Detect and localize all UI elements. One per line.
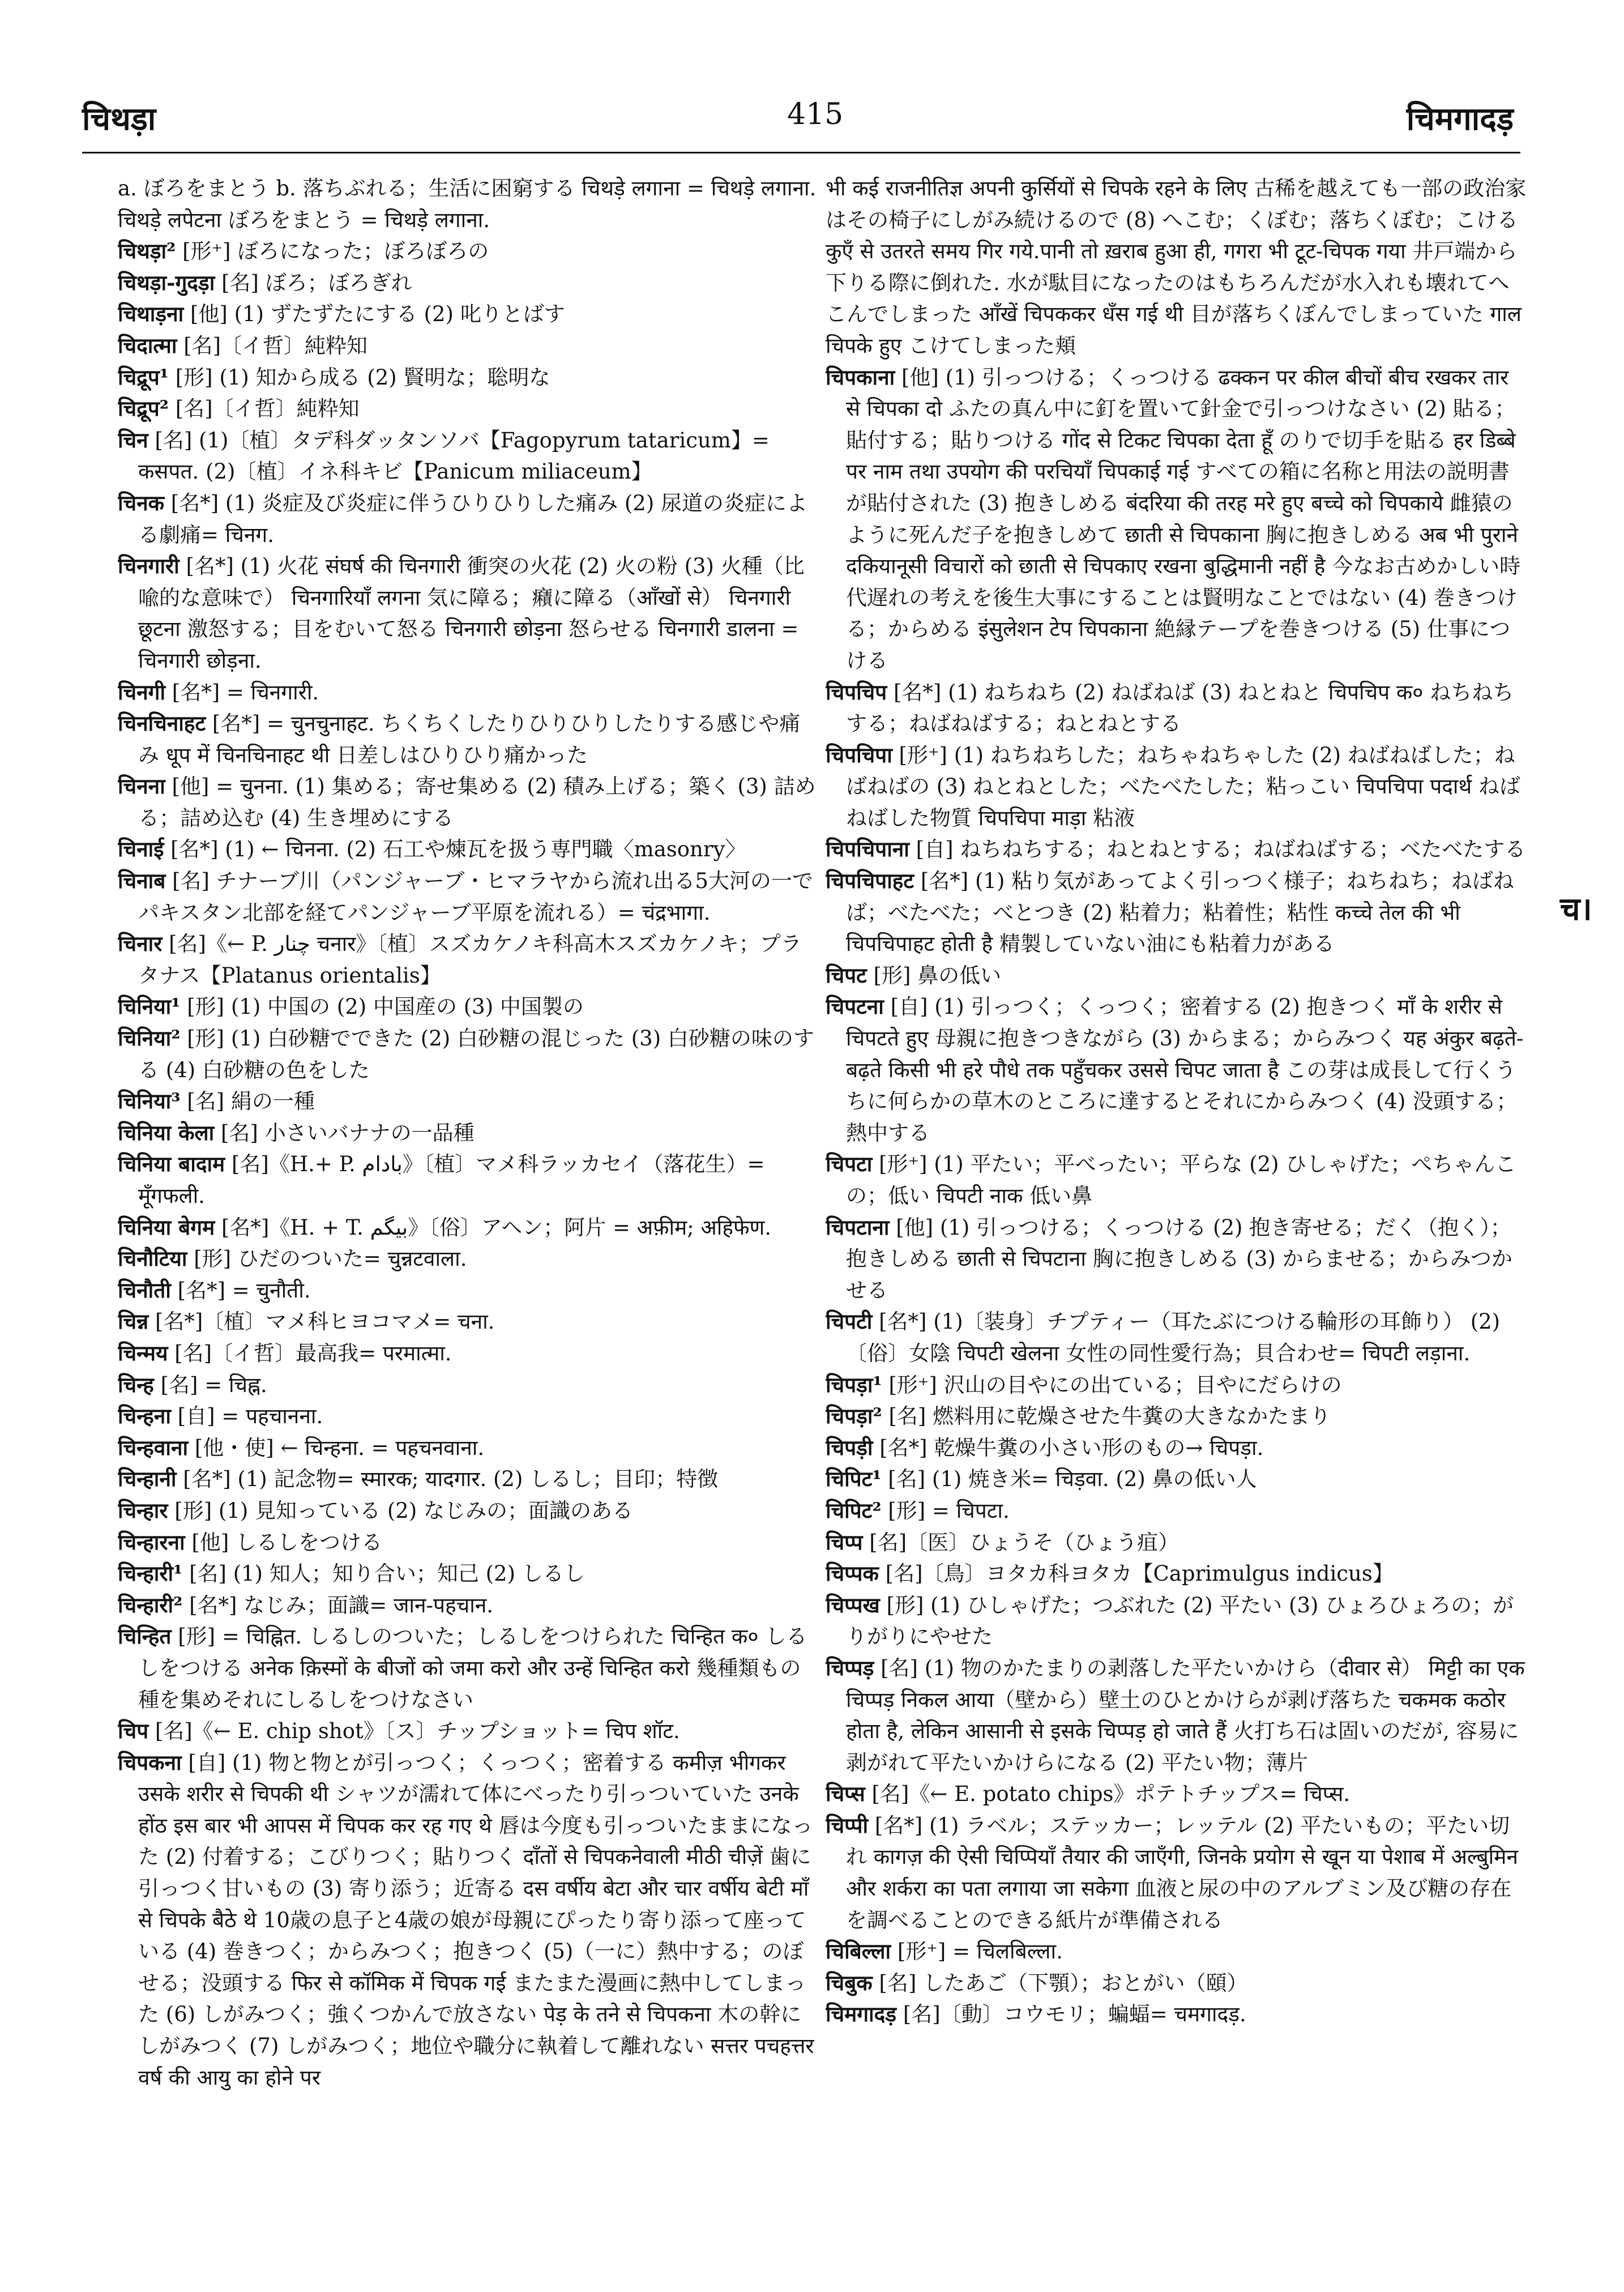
entry-headword: चिनिया³ (118, 1089, 181, 1114)
dictionary-entry (118, 1432, 820, 1464)
entry-definition: [形⁺] (1) 平たい；平べったい；平らな (2) ひしゃげた；ぺちゃんこの；低い चिपटी नाक 低い鼻 (846, 1152, 1516, 1208)
entry-definition: [自] = पहचानना. (177, 1404, 323, 1429)
dictionary-entry (118, 1590, 820, 1621)
entry-headword: चिपिट¹ (826, 1466, 882, 1492)
dictionary-entry (826, 1778, 1528, 1810)
entry-definition: [形⁺] (1) ねちねちした；ねちゃねちゃした (2) ねばねばした；ねばねばの (3) ねとねとした；べたべたした；粘っこい चिपचिपा पदार्थ ねばねばした物質 चिपचिपा माड़ा 粘液 (846, 742, 1520, 830)
right-guide-word: चिमगादड़ (1406, 100, 1514, 138)
entry-definition: [形] (1) 知から成る (2) 賢明な；聡明な (175, 365, 550, 390)
dictionary-entry (118, 1086, 820, 1117)
dictionary-entry (118, 1149, 820, 1211)
dictionary-entry (118, 1715, 820, 1747)
entry-definition: [他] しるしをつける (191, 1530, 383, 1555)
dictionary-entry (118, 298, 820, 330)
dictionary-entry (826, 1369, 1528, 1401)
entry-headword: चिन्हानी (118, 1466, 177, 1492)
entry-headword: चिपचिपा (826, 742, 892, 767)
thumb-index-tab: च। (1560, 890, 1592, 928)
dictionary-entry (826, 1432, 1528, 1464)
entry-headword: चिनिया¹ (118, 994, 181, 1019)
entry-definition: [形⁺] = चिलबिल्ला. (897, 1939, 1063, 1964)
entry-definition: [名]《← E. chip shot》〔ス〕チップショット= चिप शॉट. (155, 1719, 680, 1744)
entry-headword: चिप्पक (826, 1561, 879, 1586)
entry-headword: चिपकना (118, 1749, 182, 1775)
dictionary-entry (118, 865, 820, 928)
entry-definition: [名] ぼろ；ぼろぎれ (221, 270, 412, 295)
entry-headword: चिपिट² (826, 1497, 882, 1523)
entry-headword: चिन्हारी¹ (118, 1561, 183, 1586)
entry-definition: [名*] (1) 粘り気があってよく引っつく様子；ねちねち；ねばねば；べたべた；べとつき (2) 粘着力；粘着性；粘性 कच्चे तेल की भी चिपचिपाहट होती है 精製していない油にも粘着力がある (846, 869, 1514, 957)
page-header (0, 0, 1624, 170)
entry-headword: चिपड़ा² (826, 1403, 882, 1429)
entry-headword: चिप्पख (826, 1592, 880, 1617)
entry-definition: [名*] (1) ← चिनना. (2) 石工や煉瓦を扱う専門職〈masonry〉 (170, 837, 746, 862)
right-column (826, 173, 1528, 2263)
dictionary-entry (826, 991, 1528, 1149)
dictionary-entry (118, 928, 820, 991)
entry-definition: [名] = चिह्न. (160, 1372, 267, 1397)
entry-definition: [名]〔イ哲〕最高我= परमात्मा. (174, 1341, 452, 1365)
entry-headword: चिपटी (826, 1309, 873, 1334)
entry-headword: चिन्ह (118, 1372, 154, 1397)
dictionary-entry (118, 393, 820, 425)
dictionary-entry (118, 267, 820, 299)
dictionary-entry (118, 677, 820, 708)
dictionary-entry (826, 1463, 1528, 1495)
dictionary-entry (118, 362, 820, 394)
entry-definition: [名] (1) 知人；知り合い；知己 (2) しるし (189, 1561, 585, 1586)
entry-definition: [名*] なじみ；面識= जान-पहचान. (189, 1593, 494, 1617)
dictionary-entry (826, 865, 1528, 960)
entry-definition: [名]《← E. potato chips》ポテトチップス= चिप्स. (871, 1782, 1351, 1807)
entry-definition: [名] したあご（下顎）；おとがい（頤） (879, 1970, 1248, 1995)
entry-headword: चिनाई (118, 836, 164, 862)
dictionary-entry (826, 1149, 1528, 1211)
dictionary-entry (118, 1558, 820, 1590)
entry-headword: चिपचिपाना (826, 836, 909, 862)
entry-definition: [名*] (1)〔装身〕チプティー（耳たぶにつける輪形の耳飾り） (2)〔俗〕女陰 चिपटी खेलना 女性の同性愛行為；貝合わせ= चिपटी लड़ाना. (846, 1309, 1501, 1365)
dictionary-entry (826, 1495, 1528, 1527)
entry-definition: [名] (1)〔植〕タデ科ダッタンソバ【Fagopyrum tataricum】= कसपत. (2)〔植〕イネ科キビ【Panicum miliaceum】 (138, 428, 770, 484)
entry-headword: चिद्रूप¹ (118, 364, 169, 390)
entry-definition: [名*] = चुनचुनाहट. ちくちくしたりひりひりしたりする感じや痛み धूप में चिनचिनाहट थी 日差しはひりひり痛かった (138, 711, 801, 767)
entry-headword: चिनौटिया (118, 1246, 187, 1271)
entry-headword: चिनक (118, 490, 165, 515)
entry-headword: चिपट (826, 962, 867, 988)
entry-definition: [他] (1) 引っつける；くっつける ढक्कन पर कील बीचों बीच रखकर तार से चिपका दो ふたの真ん中に釘を置いて針金で引っつけなさい (2) 貼る；貼付する；貼りつける गोंद से टिकट चिपका देता हूँ のりで切手を貼る हर डिब्बे पर नाम तथा उपयोग की परचियाँ चिपकाई गई すべての箱に名称と用法の説明書が貼付された (3) 抱きしめる बंदरिया की तरह मरे हुए बच्चे को चिपकाये 雌猿のように死んだ子を抱きしめて छाती से चिपकाना 胸に抱きしめる अब भी पुराने दकियानूसी विचारों को छाती से चिपकाए रखना बुद्धिमानी नहीं है 今なお古めかしい時代遅れの考えを後生大事にすることは賢明なことではない (4) 巻きつける；からめる इंसुलेशन टेप चिपकाना 絶縁テープを巻きつける (5) 仕事につける (846, 365, 1521, 673)
entry-definition: a. ぼろをまとう b. 落ちぶれる；生活に困窮する चिथड़े लगाना = चिथड़े लगाना. चिथड़े लपेटना ぼろをまとう = चिथड़े लगाना. (118, 176, 817, 232)
entry-definition: [形] = चिह्नित. しるしのついた；しるしをつけられた चिन्हित क० しるしをつける अनेक क़िस्मों के बीजों को जमा करो और उन्हें चिन्हित करो 幾種類もの種を集めそれにしるしをつけなさい (138, 1624, 807, 1712)
entry-definition: [名*] (1) ねちねち (2) ねばねば (3) ねとねと चिपचिप क० ねちねちする；ねばねばする；ねとねとする (846, 680, 1514, 736)
dictionary-entry (118, 1747, 820, 2094)
entry-definition: [形⁺] ぼろになった；ぼろぼろの (182, 239, 489, 264)
left-column (118, 173, 820, 2263)
entry-headword: चिपकाना (826, 364, 895, 390)
entry-headword: चिप्पड़ (826, 1655, 874, 1680)
entry-headword: चिथाड़ना (118, 301, 184, 327)
entry-headword: चिनना (118, 774, 165, 799)
dictionary-entry (118, 708, 820, 771)
entry-headword: चिपटा (826, 1151, 873, 1177)
dictionary-entry (826, 1212, 1528, 1307)
dictionary-entry (118, 1495, 820, 1527)
entry-definition: [名*] (1) 記念物= स्मारक; यादगार. (2) しるし；目印；特徴 (183, 1467, 719, 1492)
entry-definition: [名*]〔植〕マメ科ヒヨコマメ= चना. (155, 1309, 495, 1334)
entry-headword: चिपटना (826, 994, 884, 1019)
dictionary-entry (826, 1401, 1528, 1432)
entry-headword: चिप्स (826, 1781, 865, 1807)
entry-definition: [名] 燃料用に乾燥させた牛糞の大きなかたまり (888, 1404, 1331, 1429)
entry-definition: [形] (1) 中国の (2) 中国産の (3) 中国製の (187, 995, 584, 1019)
dictionary-entry (118, 1369, 820, 1401)
entry-definition: [形] = चिपटा. (888, 1498, 1010, 1523)
entry-definition: [名] 小さいバナナの一品種 (220, 1120, 475, 1145)
dictionary-entry (826, 362, 1528, 677)
entry-headword: चिनिया बादाम (118, 1151, 225, 1177)
dictionary-entry (826, 1590, 1528, 1653)
dictionary-entry (118, 1275, 820, 1307)
header-rule (82, 152, 1520, 153)
entry-headword: चिन्हार (118, 1497, 168, 1523)
dictionary-entry (826, 1967, 1528, 1999)
entry-definition: [名*] = चुनौती. (177, 1278, 311, 1303)
entry-headword: चिन्हवाना (118, 1435, 189, 1460)
entry-headword: चिपड़ा¹ (826, 1372, 882, 1397)
entry-definition: [名]〔鳥〕ヨタカ科ヨタカ【Caprimulgus indicus】 (885, 1561, 1394, 1586)
entry-headword: चिनिया केला (118, 1120, 215, 1145)
entry-headword: चिपचिप (826, 679, 887, 705)
entry-definition: भी कई राजनीतिज्ञ अपनी कुर्सियों से चिपके रहने के लिए 古稀を越えても一部の政治家はその椅子にしがみ続けるので (8) へこむ；くぼむ；落ちくぼむ；こける कुएँ से उतरते समय गिर गये.पानी तो ख़राब हुआ ही, गगरा भी टूट-चिपक गया 井戸端から下りる際に倒れた. 水が駄目になったのはもちろんだが水入れも壊れてへこんでしまった आँखें चिपककर धँस गई थी 目が落ちくぼんでしまっていた गाल चिपके हुए こけてしまった頬 (826, 176, 1527, 358)
entry-headword: चिनिया बेगम (118, 1214, 215, 1240)
entry-definition: [自] (1) 物と物とが引っつく；くっつく；密着する कमीज़ भीगकर उसके शरीर से चिपकी थी シャツが濡れて体にべったり引っついていた उनके होंठ इस बार भी आपस में चिपक कर रह गए थे 唇は今度も引っついたままになった (2) 付着する；こびりつく；貼りつく दाँतों से चिपकनेवाली मीठी चीज़ें 歯に引っつく甘いもの (3) 寄り添う；近寄る दस वर्षीय बेटा और चार वर्षीय बेटी माँ से चिपके बैठे थे 10歳の息子と4歳の娘が母親にぴったり寄り添って座っている (4) 巻きつく；からみつく；抱きつく (5)（一に）熱中する；のぼせる；没頭する फिर से कॉमिक में चिपक गई またまた漫画に熱中してしまった (6) しがみつく；強くつかんで放さない पेड़ के तने से चिपकना 木の幹にしがみつく (7) しがみつく；地位や職分に執着して離れない सत्तर पचहत्तर वर्ष की आयु का होने पर (138, 1750, 814, 2090)
entry-headword: चिबुक (826, 1970, 873, 1995)
entry-headword: चिनचिनाहट (118, 711, 206, 736)
entry-headword: चिप्प (826, 1529, 863, 1555)
dictionary-entry (118, 1023, 820, 1086)
entry-headword: चिनाब (118, 868, 166, 894)
dictionary-entry (118, 236, 820, 267)
dictionary-entry (826, 1653, 1528, 1778)
entry-headword: चिनार (118, 931, 163, 957)
entry-headword: चिप (118, 1718, 149, 1744)
left-guide-word: चिथड़ा (82, 100, 156, 138)
entry-headword: चिन (118, 427, 148, 453)
entry-definition: [名]〔イ哲〕純粋知 (183, 333, 368, 358)
dictionary-entry (118, 771, 820, 834)
entry-definition: [名*] 乾燥牛糞の小さい形のもの→ चिपड़ा. (879, 1435, 1264, 1460)
entry-headword: चिनिया² (118, 1026, 181, 1051)
entry-definition: [他] (1) 引っつける；くっつける (2) 抱き寄せる；だく（抱く）；抱きしめる छाती से चिपटाना 胸に抱きしめる (3) からませる；からみつかせる (846, 1215, 1512, 1303)
entry-headword: चिन्हारी² (118, 1592, 183, 1617)
entry-definition: [自] (1) 引っつく；くっつく；密着する (2) 抱きつく माँ के शरीर से चिपटते हुए 母親に抱きつきながら (3) からまる；からみつく यह अंकुर बढ़ते-बढ़ते किसी भी हरे पौधे तक पहुँचकर उससे चिपट जाता है この芽は成長して行くうちに何らかの草木のところに達するとそれにからみつく (4) 没頭する；熱中する (846, 995, 1524, 1145)
entry-headword: चिद्रूप² (118, 396, 169, 421)
dictionary-entry (118, 1212, 820, 1244)
entry-definition: [名]〔医〕ひょうそ（ひょう疽） (869, 1530, 1179, 1555)
dictionary-entry (118, 1243, 820, 1275)
dictionary-entry (118, 1463, 820, 1495)
dictionary-entry (826, 1810, 1528, 1936)
dictionary-entry (826, 1527, 1528, 1559)
entry-definition: [名]《← P. چنار चनार》〔植〕スズカケノキ科高木スズカケノキ；プラタナス【Platanus orientalis】 (138, 932, 802, 988)
entry-headword: चिथड़ा-गुदड़ा (118, 270, 215, 295)
entry-definition: [名]《H.+ P. بادام》〔植〕マメ科ラッカセイ（落花生）= मूँगफली. (138, 1152, 765, 1208)
entry-definition: [名] チナーブ川（パンジャーブ・ヒマラヤから流れ出る5大河の一でパキスタン北部を経てパンジャーブ平原を流れる）= चंद्रभागा. (138, 869, 813, 925)
dictionary-entry (118, 550, 820, 676)
entry-definition: [他・使] ← चिन्हना. = पहचनवाना. (194, 1435, 485, 1460)
entry-definition: [名] (1) 焼き米= चिड़वा. (2) 鼻の低い人 (888, 1467, 1257, 1492)
dictionary-entry (118, 991, 820, 1023)
entry-definition: [名]〔動〕コウモリ；蝙蝠= चमगादड़. (903, 2002, 1246, 2027)
entry-headword: चिनगी (118, 679, 166, 705)
entry-definition: [形] 鼻の低い (873, 963, 1002, 988)
entry-definition: [形] (1) 見知っている (2) なじみの；面識のある (174, 1498, 634, 1523)
dictionary-entry (826, 1936, 1528, 1967)
entry-definition: [名*] (1) ラベル；ステッカー；レッテル (2) 平たいもの；平たい切れ कागज़ की ऐसी चिप्पियाँ तैयार की जाएँगी, जिनके प्रयोग से खून या पेशाब में अल्बुमिन और शर्करा का पता लगाया जा सकेगा 血液と尿の中のアルブミン及び糖の存在を調べることのできる紙片が準備される (846, 1813, 1518, 1932)
entry-definition: [名*] (1) 火花 संघर्ष की चिनगारी 衝突の火花 (2) 火の粉 (3) 火種（比喩的な意味で） चिनगारियाँ लगना 気に障る；癪に障る（आँखों से） चिनगारी छूटना 激怒する；目をむいて怒る चिनगारी छोड़ना 怒らせる चिनगारी डालना = चिनगारी छोड़ना. (138, 554, 805, 673)
dictionary-entry (118, 488, 820, 550)
dictionary-entry (826, 960, 1528, 992)
dictionary-entry (118, 1401, 820, 1432)
entry-headword: चिनगारी (118, 553, 180, 579)
entry-definition: [名] 絹の一種 (187, 1089, 315, 1114)
entry-definition: [名] (1) 物のかたまりの剥落した平たいかけら（दीवार से） मिट्टी का एक चिप्पड़ निकल आया（壁から）壁土のひとかけらが剥げ落ちた चकमक कठोर होता है, लेकिन आसानी से इसके चिप्पड़ हो जाते हैं 火打ち石は固いのだが, 容易に剥がれて平たいかけらになる (2) 平たい物；薄片 (846, 1655, 1525, 1775)
entry-headword: चिमगादड़ (826, 2001, 897, 2027)
dictionary-entry (118, 1621, 820, 1715)
entry-definition: [名]〔イ哲〕純粋知 (175, 396, 360, 421)
entry-definition: [名*] = चिनगारी. (172, 680, 319, 705)
dictionary-entry (826, 740, 1528, 834)
dictionary-entry (118, 1527, 820, 1559)
dictionary-entry (118, 425, 820, 488)
entry-headword: चिन्न (118, 1309, 149, 1334)
entry-headword: चिन्हित (118, 1624, 172, 1649)
entry-headword: चिन्हना (118, 1403, 171, 1429)
dictionary-entry (118, 1338, 820, 1369)
dictionary-entry (826, 1999, 1528, 2030)
entry-definition: [形] ひだのついた= चुन्नटवाला. (194, 1247, 467, 1271)
entry-headword: चिनौती (118, 1277, 171, 1303)
dictionary-entry (118, 330, 820, 362)
entry-definition: [形⁺] 沢山の目やにの出ている；目やにだらけの (888, 1372, 1342, 1397)
entry-headword: चिथड़ा² (118, 238, 176, 264)
entry-headword: चिबिल्ला (826, 1939, 891, 1964)
entry-headword: चिन्मय (118, 1340, 168, 1365)
dictionary-entry (118, 173, 820, 236)
entry-headword: चिपटाना (826, 1214, 890, 1240)
entry-headword: चिपचिपाहट (826, 868, 914, 894)
entry-definition: [自] ねちねちする；ねとねとする；ねばねばする；べたべたする (916, 837, 1526, 862)
dictionary-entry (118, 1306, 820, 1338)
dictionary-entry (826, 1558, 1528, 1590)
dictionary-entry (826, 1306, 1528, 1369)
entry-definition: [他] = चुनना. (1) 集める；寄せ集める (2) 積み上げる；築く (3) 詰める；詰め込む (4) 生き埋めにする (138, 774, 816, 830)
page-number: 415 (787, 97, 844, 131)
entry-definition: [名*] (1) 炎症及び炎症に伴うひりひりした痛み (2) 尿道の炎症による劇痛= चिनग. (138, 490, 808, 547)
dictionary-entry (826, 834, 1528, 865)
dictionary-entry (826, 677, 1528, 740)
entry-headword: चिप्पी (826, 1812, 869, 1838)
entry-definition: [他] (1) ずたずたにする (2) 叱りとばす (190, 302, 565, 327)
entry-headword: चिन्हारना (118, 1529, 185, 1555)
entry-headword: चिपड़ी (826, 1435, 873, 1460)
entry-definition: [形] (1) ひしゃげた；つぶれた (2) 平たい (3) ひょろひょろの；がりがりにやせた (846, 1593, 1514, 1649)
dictionary-entry (118, 834, 820, 865)
entry-definition: [名*]《H. + T. بیگم》〔俗〕アヘン；阿片 = अफ़ीम; अहिफेण. (221, 1215, 772, 1240)
dictionary-entry (118, 1117, 820, 1149)
entry-definition: [形] (1) 白砂糖でできた (2) 白砂糖の混じった (3) 白砂糖の味のする (4) 白砂糖の色をした (138, 1026, 814, 1082)
dictionary-entry (826, 173, 1528, 362)
entry-headword: चिदात्मा (118, 332, 177, 358)
